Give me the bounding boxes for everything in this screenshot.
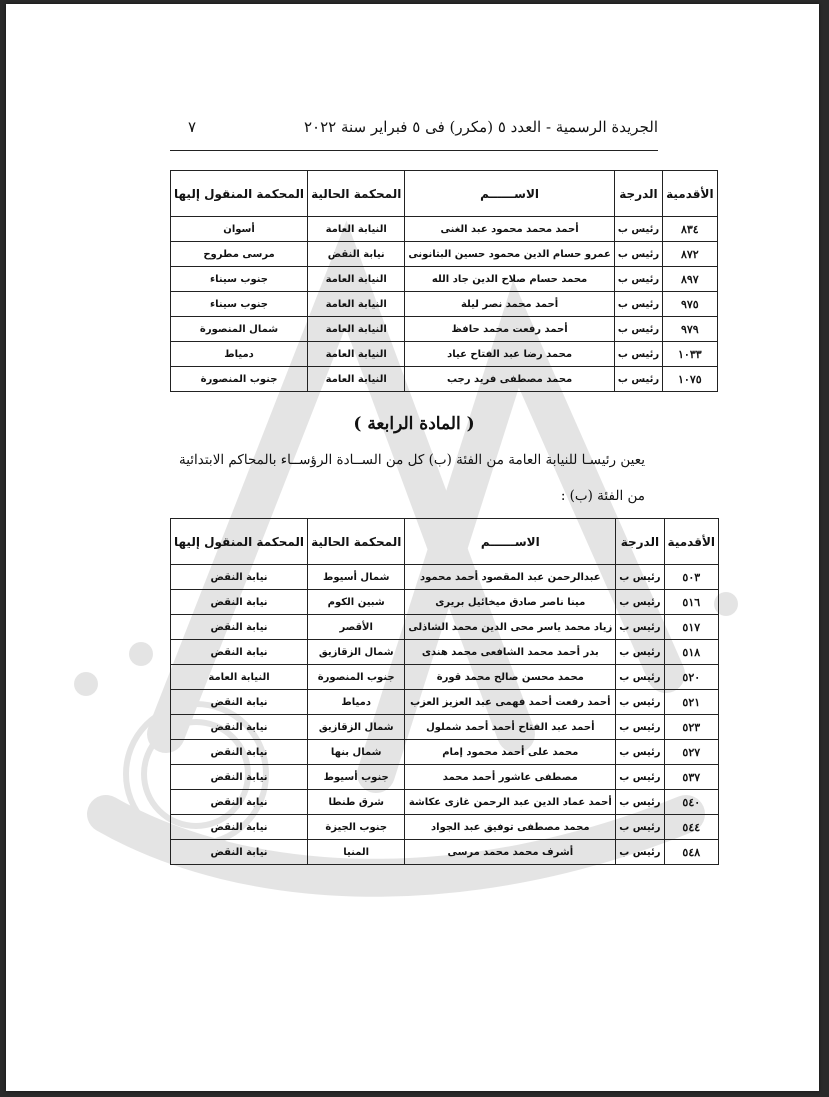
header-degree: الدرجة — [614, 171, 662, 217]
cell-seniority: ٥١٦ — [664, 590, 718, 615]
cell-name: أحمد محمد محمود عبد الغنى — [405, 217, 615, 242]
cell-seniority: ٥٢٠ — [664, 665, 718, 690]
cell-current-court: شمال بنها — [308, 740, 405, 765]
table-row — [171, 615, 719, 640]
cell-current-court: شمال أسيوط — [308, 565, 405, 590]
cell-transferred-court: دمياط — [171, 342, 308, 367]
cell-transferred-court: نيابة النقض — [171, 640, 308, 665]
cell-degree: رئيس ب — [614, 342, 662, 367]
cell-seniority: ١٠٧٥ — [663, 367, 717, 392]
cell-degree: رئيس ب — [616, 615, 664, 640]
cell-degree: رئيس ب — [616, 715, 664, 740]
cell-transferred-court: نيابة النقض — [171, 740, 308, 765]
cell-name: محمد مصطفى فريد رجب — [405, 367, 615, 392]
cell-degree: رئيس ب — [616, 590, 664, 615]
table-row — [171, 840, 719, 865]
header-transferred-court: المحكمة المنقول إليها — [171, 171, 308, 217]
transfer-table-2 — [170, 518, 719, 865]
cell-transferred-court: أسوان — [171, 217, 308, 242]
table-row — [171, 242, 718, 267]
cell-current-court: جنوب أسيوط — [308, 765, 405, 790]
table-row — [171, 665, 719, 690]
article-paragraph-line2: من الفئة (ب) : — [560, 488, 645, 504]
table-row — [171, 765, 719, 790]
cell-name: أحمد محمد نصر ليلة — [405, 292, 615, 317]
cell-degree: رئيس ب — [614, 317, 662, 342]
cell-degree: رئيس ب — [616, 790, 664, 815]
cell-transferred-court: نيابة النقض — [171, 590, 308, 615]
cell-name: مينا ناصر صادق ميخائيل بريرى — [405, 590, 616, 615]
cell-degree: رئيس ب — [614, 217, 662, 242]
table-row — [171, 565, 719, 590]
cell-transferred-court: جنوب سيناء — [171, 267, 308, 292]
cell-seniority: ٥٢٣ — [664, 715, 718, 740]
header-name: الاســــــم — [405, 519, 616, 565]
cell-name: محمد رضا عبد الفتاح عياد — [405, 342, 615, 367]
cell-seniority: ٥٤٠ — [664, 790, 718, 815]
cell-name: أحمد عبد الفتاح أحمد أحمد شملول — [405, 715, 616, 740]
header-name: الاســــــم — [405, 171, 615, 217]
cell-name: عمرو حسام الدين محمود حسين البتانونى — [405, 242, 615, 267]
cell-seniority: ٥٢١ — [664, 690, 718, 715]
cell-seniority: ٥٤٨ — [664, 840, 718, 865]
cell-current-court: النيابة العامة — [308, 317, 405, 342]
cell-transferred-court: نيابة النقض — [171, 690, 308, 715]
cell-seniority: ٩٧٩ — [663, 317, 717, 342]
cell-name: أحمد رفعت محمد حافظ — [405, 317, 615, 342]
header-rule — [170, 150, 658, 151]
cell-current-court: شمال الزقازيق — [308, 715, 405, 740]
table-row — [171, 640, 719, 665]
cell-transferred-court: نيابة النقض — [171, 765, 308, 790]
header-transferred-court: المحكمة المنقول إليها — [171, 519, 308, 565]
cell-current-court: الأقصر — [308, 615, 405, 640]
table-row — [171, 292, 718, 317]
document-page — [6, 4, 819, 1091]
cell-transferred-court: نيابة النقض — [171, 715, 308, 740]
cell-degree: رئيس ب — [616, 690, 664, 715]
header-current-court: المحكمة الحالية — [308, 519, 405, 565]
cell-seniority: ٨٩٧ — [663, 267, 717, 292]
table-row — [171, 317, 718, 342]
cell-name: زياد محمد ياسر محى الدين محمد الشاذلى — [405, 615, 616, 640]
cell-current-court: نيابة النقض — [308, 242, 405, 267]
cell-degree: رئيس ب — [616, 765, 664, 790]
cell-degree: رئيس ب — [614, 242, 662, 267]
header-seniority: الأقدمية — [664, 519, 718, 565]
cell-seniority: ٨٧٢ — [663, 242, 717, 267]
cell-transferred-court: جنوب سيناء — [171, 292, 308, 317]
cell-current-court: النيابة العامة — [308, 217, 405, 242]
cell-transferred-court: النيابة العامة — [171, 665, 308, 690]
cell-degree: رئيس ب — [614, 267, 662, 292]
table-row — [171, 267, 718, 292]
header-seniority: الأقدمية — [663, 171, 717, 217]
gazette-title: الجريدة الرسمية - العدد ٥ (مكرر) فى ٥ فبراير سنة ٢٠٢٢ — [303, 118, 658, 136]
cell-degree: رئيس ب — [616, 665, 664, 690]
transfer-table-1 — [170, 170, 718, 392]
cell-degree: رئيس ب — [616, 565, 664, 590]
cell-transferred-court: نيابة النقض — [171, 615, 308, 640]
cell-current-court: النيابة العامة — [308, 267, 405, 292]
cell-name: أشرف محمد محمد مرسى — [405, 840, 616, 865]
cell-seniority: ٥٠٣ — [664, 565, 718, 590]
cell-current-court: النيابة العامة — [308, 292, 405, 317]
cell-current-court: جنوب المنصورة — [308, 665, 405, 690]
cell-degree: رئيس ب — [616, 740, 664, 765]
table-row — [171, 342, 718, 367]
cell-name: محمد محسن صالح محمد قورة — [405, 665, 616, 690]
cell-degree: رئيس ب — [616, 640, 664, 665]
cell-transferred-court: نيابة النقض — [171, 815, 308, 840]
cell-name: محمد حسام صلاح الدين جاد الله — [405, 267, 615, 292]
cell-name: أحمد عماد الدين عبد الرحمن غازى عكاشة — [405, 790, 616, 815]
page-header — [170, 112, 658, 148]
table-row — [171, 690, 719, 715]
cell-transferred-court: نيابة النقض — [171, 565, 308, 590]
cell-current-court: شمال الزقازيق — [308, 640, 405, 665]
cell-current-court: المنيا — [308, 840, 405, 865]
cell-transferred-court: شمال المنصورة — [171, 317, 308, 342]
table-row — [171, 367, 718, 392]
cell-degree: رئيس ب — [614, 292, 662, 317]
cell-transferred-court: نيابة النقض — [171, 790, 308, 815]
table-row — [171, 740, 719, 765]
article-title: ( المادة الرابعة ) — [353, 414, 475, 434]
table-header-row — [171, 171, 718, 217]
cell-seniority: ٥٢٧ — [664, 740, 718, 765]
cell-current-court: دمياط — [308, 690, 405, 715]
cell-current-court: النيابة العامة — [308, 367, 405, 392]
cell-seniority: ٩٧٥ — [663, 292, 717, 317]
cell-seniority: ٥١٧ — [664, 615, 718, 640]
cell-name: عبدالرحمن عبد المقصود أحمد محمود — [405, 565, 616, 590]
cell-name: أحمد رفعت أحمد فهمى عبد العزيز العزب — [405, 690, 616, 715]
cell-name: محمد مصطفى توفيق عبد الجواد — [405, 815, 616, 840]
cell-name: بدر أحمد محمد الشافعى محمد هندى — [405, 640, 616, 665]
cell-transferred-court: مرسى مطروح — [171, 242, 308, 267]
cell-current-court: شبين الكوم — [308, 590, 405, 615]
cell-seniority: ٨٣٤ — [663, 217, 717, 242]
article-paragraph-line1: يعين رئيسـا للنيابة العامة من الفئة (ب) كل من الســادة الرؤســاء بالمحاكم الابتدائية — [178, 452, 645, 468]
table-row — [171, 217, 718, 242]
page-number: ٧ — [188, 118, 197, 136]
cell-current-court: جنوب الجيزة — [308, 815, 405, 840]
table-row — [171, 790, 719, 815]
cell-seniority: ٥١٨ — [664, 640, 718, 665]
cell-transferred-court: نيابة النقض — [171, 840, 308, 865]
cell-degree: رئيس ب — [616, 840, 664, 865]
table-header-row — [171, 519, 719, 565]
table-row — [171, 590, 719, 615]
cell-current-court: شرق طنطا — [308, 790, 405, 815]
table-row — [171, 815, 719, 840]
cell-name: مصطفى عاشور أحمد محمد — [405, 765, 616, 790]
cell-name: محمد على أحمد محمود إمام — [405, 740, 616, 765]
cell-seniority: ٥٤٤ — [664, 815, 718, 840]
header-current-court: المحكمة الحالية — [308, 171, 405, 217]
cell-seniority: ٥٣٧ — [664, 765, 718, 790]
table-row — [171, 715, 719, 740]
header-degree: الدرجة — [616, 519, 664, 565]
cell-seniority: ١٠٣٣ — [663, 342, 717, 367]
cell-degree: رئيس ب — [614, 367, 662, 392]
cell-transferred-court: جنوب المنصورة — [171, 367, 308, 392]
cell-degree: رئيس ب — [616, 815, 664, 840]
cell-current-court: النيابة العامة — [308, 342, 405, 367]
